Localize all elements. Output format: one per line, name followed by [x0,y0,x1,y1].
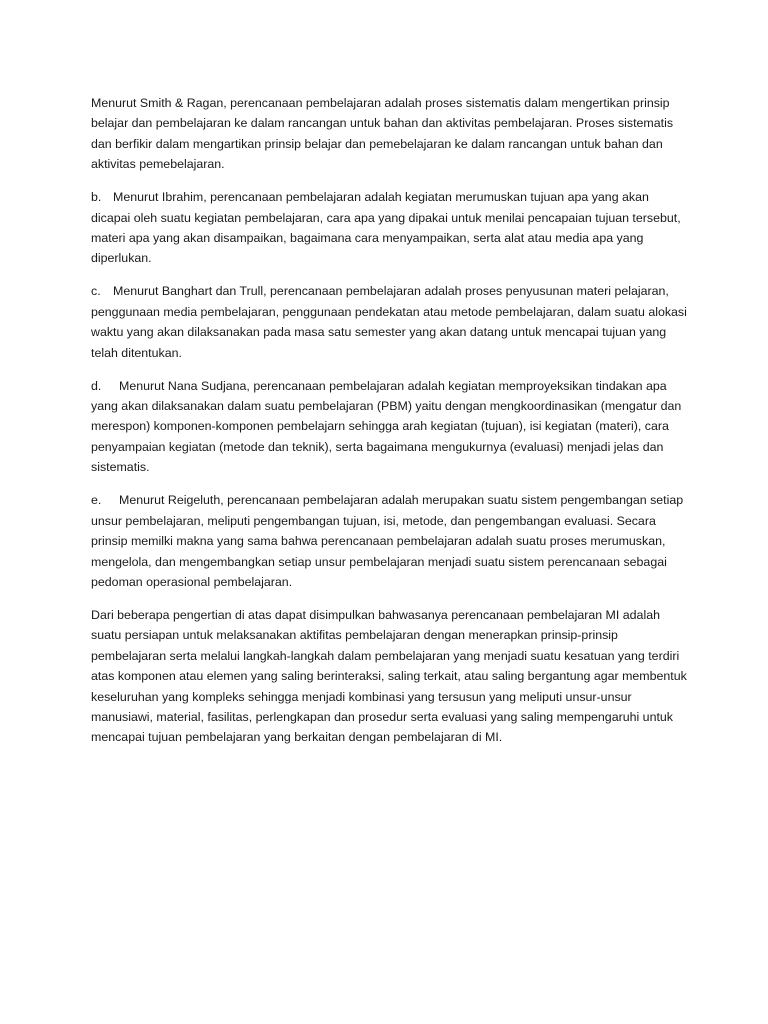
document-body [91,93,691,760]
paragraph-banghart-trull [91,281,691,363]
paragraph-text: Menurut Smith & Ragan, perencanaan pembelajaran adalah proses sistematis dalam mengertikan prinsip belajar dan pembelajaran ke dalam rancangan untuk bahan dan aktivitas pembelajaran. Proses sistematis dan berfikir dalam mengartikan prinsip belajar dan pemebelajaran ke dalam rancangan untuk bahan dan aktivitas pemebelajaran. [91,96,674,172]
list-marker: c. [91,284,101,299]
paragraph-text: Menurut Nana Sudjana, perencanaan pembelajaran adalah kegiatan memproyeksikan tindakan apa yang akan dilaksanakan dalam suatu pembelajaran (PBM) yaitu dengan mengkoordinasikan (mengatur dan merespon) komponen-komponen pembelajarn sehingga arah kegiatan (tujuan), isi kegiatan (materi), cara penyampaian kegiatan (metode dan teknik), serta bagaimana mengukurnya (evaluasi) menjadi jelas dan sistematis. [91,378,682,475]
paragraph-text: Menurut Ibrahim, perencanaan pembelajaran adalah kegiatan merumuskan tujuan apa yang akan dicapai oleh suatu kegiatan pembelajaran, cara apa yang dipakai untuk menilai pencapaian tujuan tersebut, materi apa yang akan disampaikan, bagaimana cara menyampaikan, serta alat atau media apa yang diperlukan. [91,190,681,266]
paragraph-text: Dari beberapa pengertian di atas dapat disimpulkan bahwasanya perencanaan pembelajaran MI adalah suatu persiapan untuk melaksanakan aktifitas pembelajaran dengan menerapkan prinsip-prinsip pembelajaran serta melalui langkah-langkah dalam pembelajaran yang menjadi suatu kesatuan yang terdiri atas komponen atau elemen yang saling berinteraksi, saling terkait, atau saling bergantung agar membentuk keseluruhan yang kompleks sehingga menjadi kombinasi yang tersusun yang meliputi unsur-unsur manusiawi, material, fasilitas, perlengkapan dan prosedur serta evaluasi yang saling mempengaruhi untuk mencapai tujuan pembelajaran yang berkaitan dengan pembelajaran di MI. [91,607,687,745]
paragraph-nana-sudjana [91,376,691,478]
paragraph-conclusion [91,605,691,748]
paragraph-smith-ragan [91,93,691,175]
list-marker: b. [91,190,102,205]
list-marker: d. [91,378,102,393]
paragraph-ibrahim [91,187,691,269]
paragraph-text: Menurut Reigeluth, perencanaan pembelajaran adalah merupakan suatu sistem pengembangan setiap unsur pembelajaran, meliputi pengembangan tujuan, isi, metode, dan pengembangan evaluasi. Secara prinsip memilki makna yang sama bahwa perencanaan pembelajaran adalah suatu proses merumuskan, mengelola, dan mengembangkan setiap unsur pembelajaran menjadi suatu sistem perencanaan sebagai pedoman operasional pembelajaran. [91,493,684,589]
paragraph-text: Menurut Banghart dan Trull, perencanaan pembelajaran adalah proses penyusunan materi pelajaran, penggunaan media pembelajaran, penggunaan pendekatan atau metode pembelajaran, dalam suatu alokasi waktu yang akan dilaksanakan pada masa satu semester yang akan datang untuk mencapai tujuan yang telah ditentukan. [91,284,687,360]
paragraph-reigeluth [91,490,691,592]
list-marker: e. [91,493,102,508]
